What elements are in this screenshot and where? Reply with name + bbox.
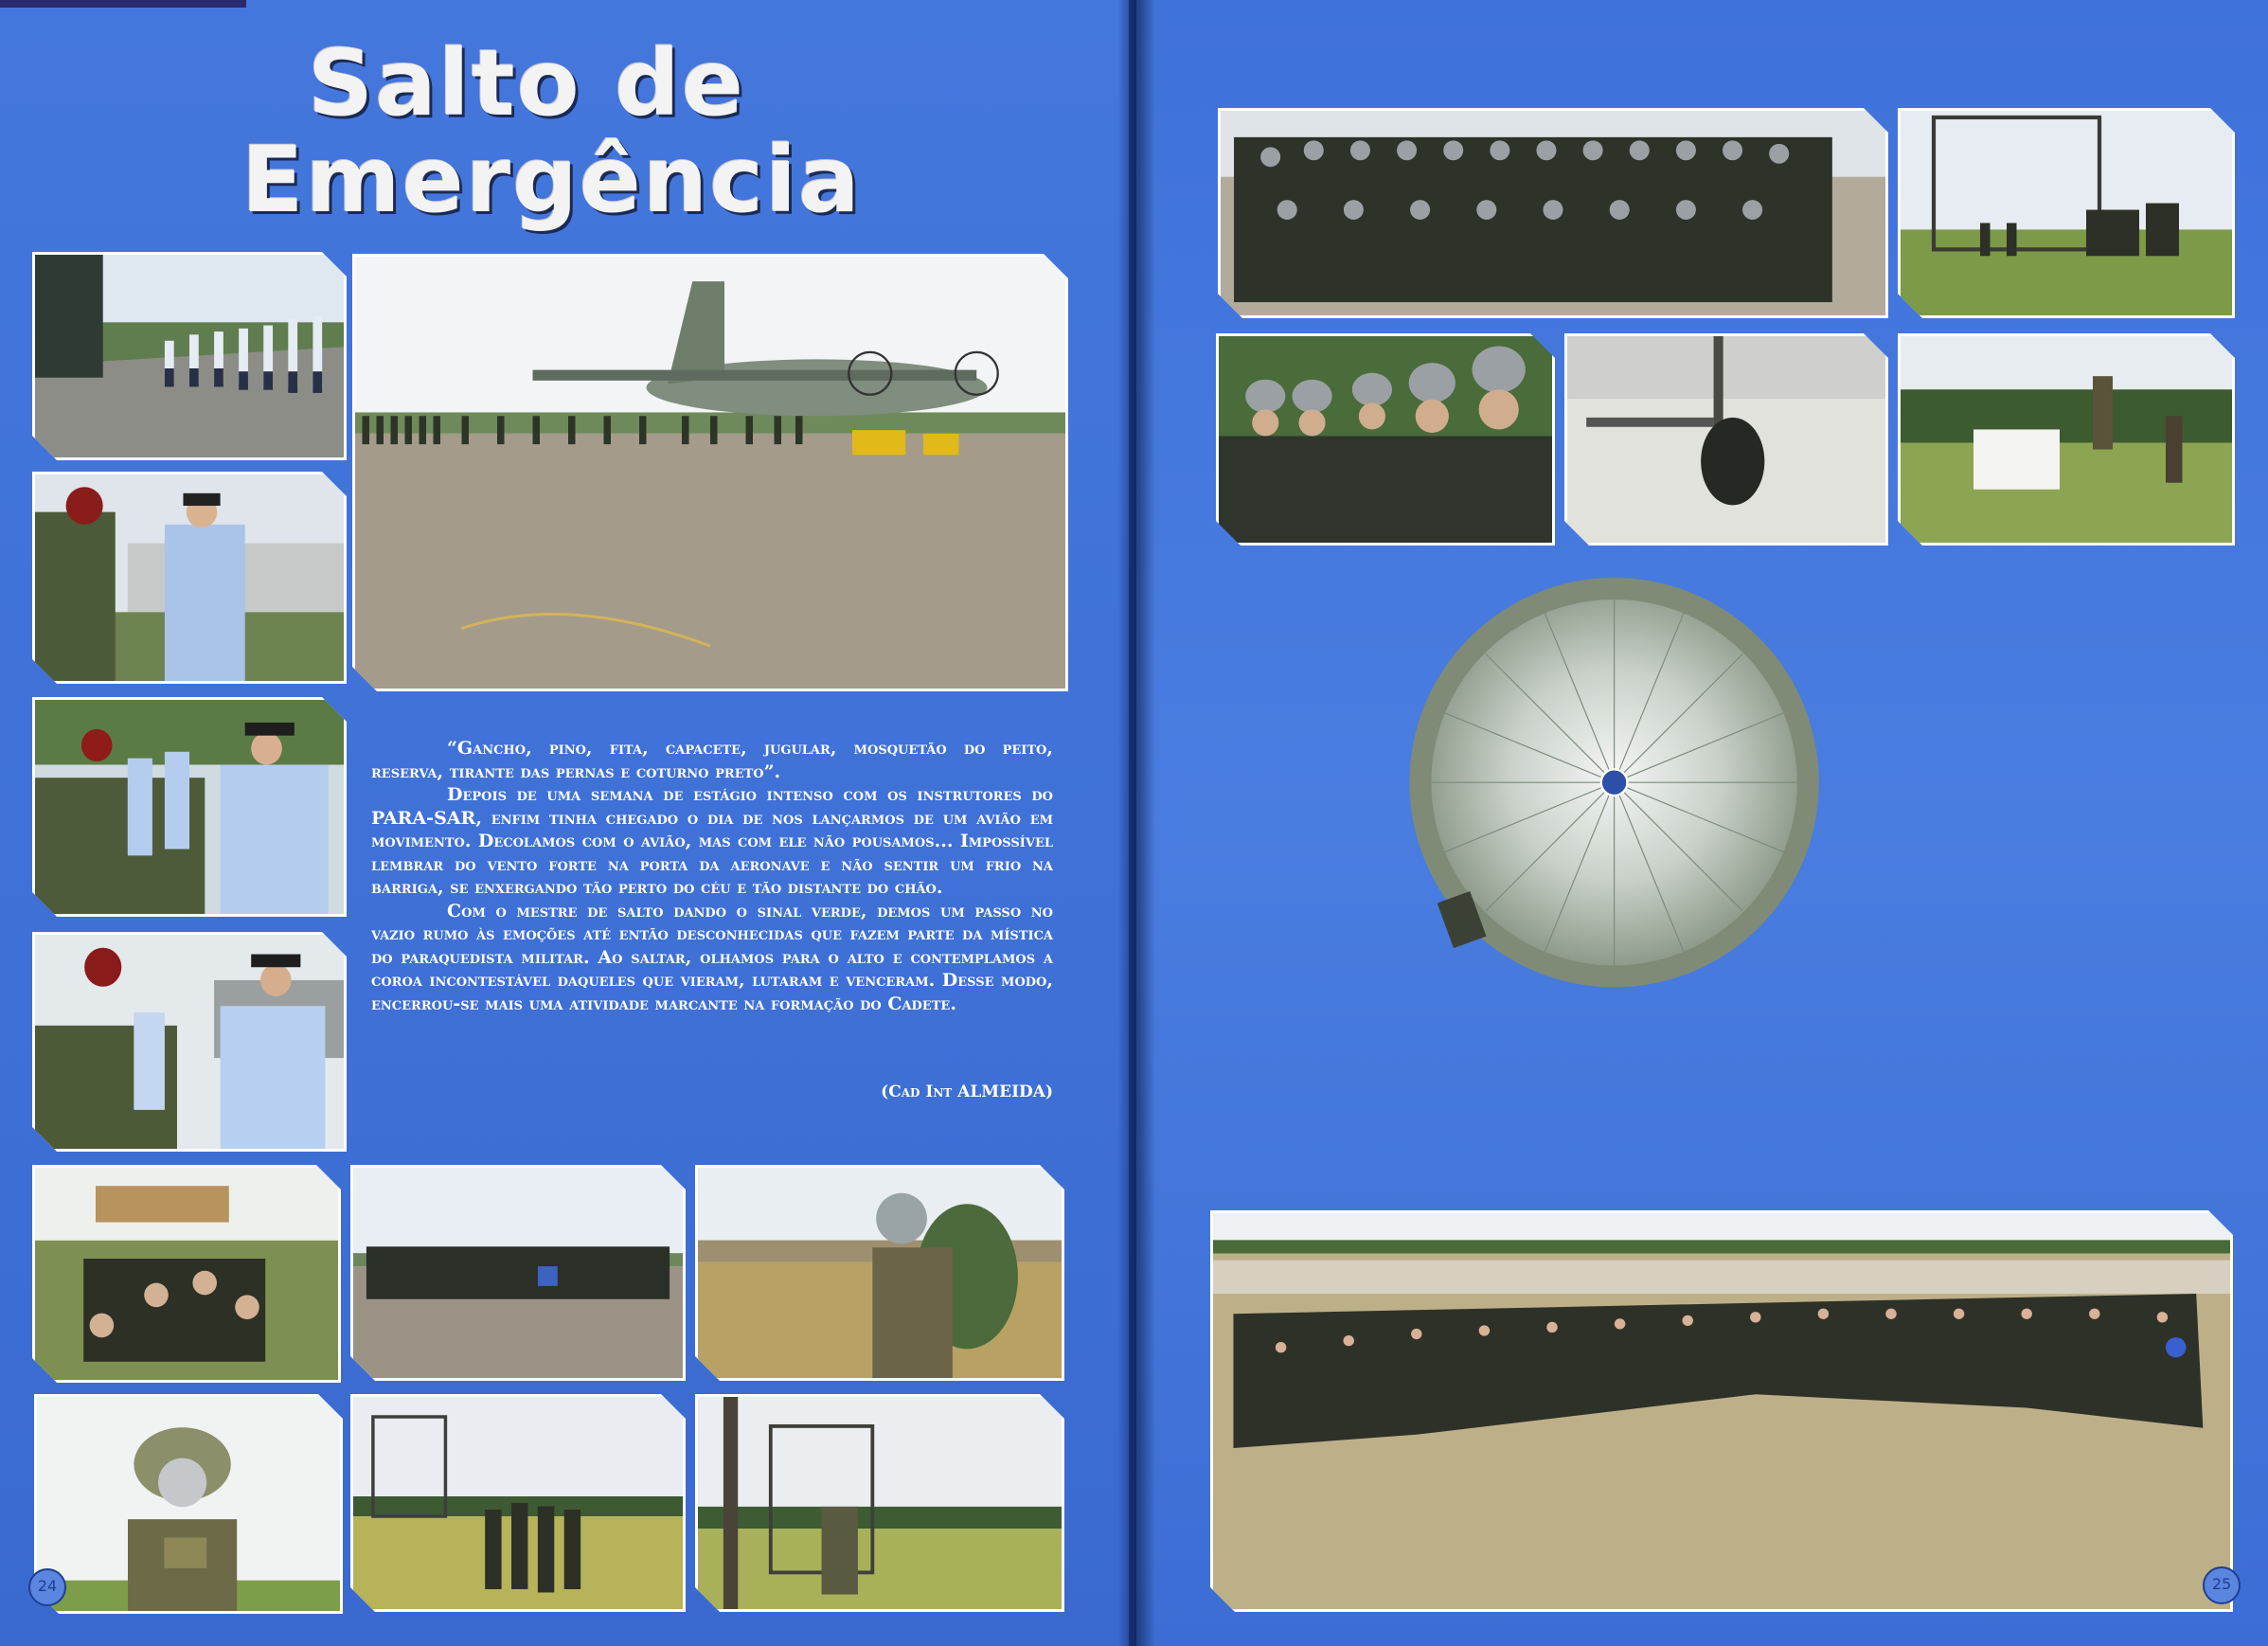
training-tower-photo-2 [695,1394,1064,1612]
article-signature: (Cad Int ALMEIDA) [881,1082,1053,1101]
training-tower-photo-1 [350,1394,686,1612]
beret-ceremony-photo-2 [32,697,347,917]
parachute-carry-photo [695,1165,1064,1381]
parachute-sky-photo [1392,578,1828,1013]
beret-ceremony-photo-3 [32,932,347,1152]
transport-aircraft-photo [352,254,1068,691]
right-page [1136,0,2268,1646]
group-on-runway-photo [350,1165,686,1381]
platform-jump-photo [1898,333,2235,546]
group-at-tower-photo [32,1165,341,1383]
helmeted-group-photo [1218,108,1888,318]
page-title [241,30,862,233]
celebration-group-photo [1210,1210,2233,1612]
page-number-right: 25 [2203,1566,2241,1604]
page-number-left: 24 [28,1568,66,1606]
top-bar [0,0,246,8]
landing-roll-photo [1564,333,1888,546]
article-paragraph-1: “Gancho, pino, fita, capacete, jugular, mosquetão do peito, reserva, tirante das pernas e coturno preto”. [371,738,1053,782]
article-paragraph-3: Com o mestre de salto dando o sinal verde, demos um passo no vazio rumo às emoções até então desconhecidas que fazem parte da mística do paraquedista militar. Ao saltar, olhamos para o alto e contemplamos a coroa incontestável daqueles que vieram, lutaram e venceram. Desse modo, encerrou-se mais uma atividade marcante na formação do Cadete. [371,900,1053,1014]
obstacle-frame-photo [1898,108,2235,318]
page-gutter [1117,0,1155,1646]
cadets-formation-photo [32,252,347,460]
article-body [371,737,1053,1015]
title-line-1: Salto de [308,30,745,136]
helmet-cadet-photo [34,1394,343,1614]
beret-ceremony-photo-1 [32,472,347,684]
title-line-2: Emergência [241,127,862,233]
helmets-closeup-photo [1216,333,1555,546]
left-page [0,0,1129,1646]
article-paragraph-2: Depois de uma semana de estágio intenso com os instrutores do PARA-SAR, enfim tinha chegado o dia de nos lançarmos de um avião em movimento. Decolamos com o avião, mas com ele não pousamos... Impossível lembrar do vento forte na porta da aeronave e não sentir um frio na barriga, se enxergando tão perto do céu e tão distante do chão. [371,784,1053,898]
